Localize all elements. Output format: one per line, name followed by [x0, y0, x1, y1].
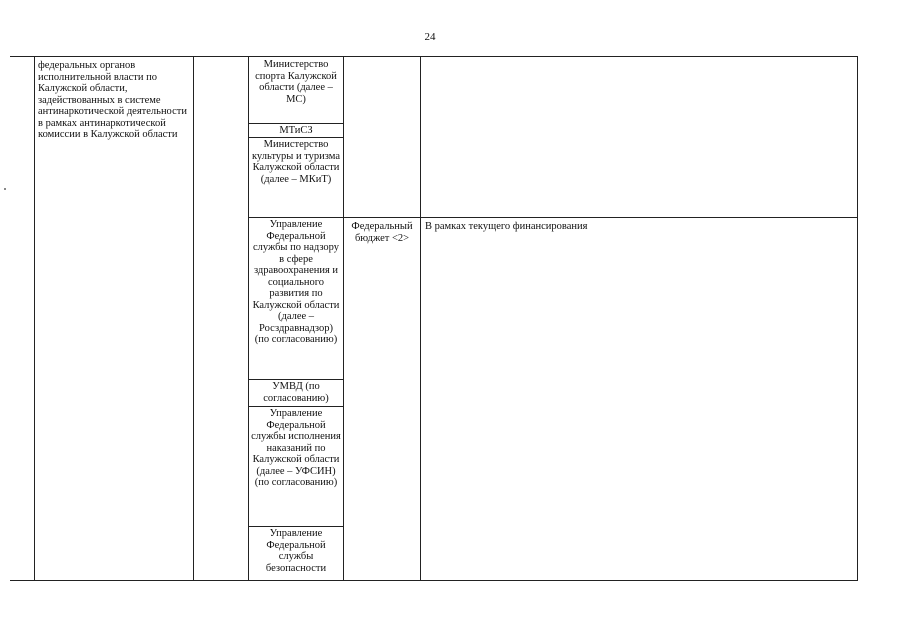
column-divider — [193, 57, 194, 580]
executor-cell-mtisz: МТиСЗ — [279, 125, 313, 136]
executor-cell-roszdravnadzor: Управление Федеральной службы по надзору в сфере здравоохранения и социального развития по Калужской области (далее – Росздравнадзор) (по согласованию) — [252, 219, 340, 345]
executor-cell-ufsin: Управление Федеральной службы исполнения наказаний по Калужской области (далее – УФСИН) (по согласованию) — [251, 408, 341, 488]
column-divider — [34, 57, 35, 580]
row-divider — [343, 217, 857, 218]
column-divider — [420, 57, 421, 580]
executor-cell-fsb: Управление Федеральной службы безопасности — [265, 528, 327, 574]
executor-cell-ms: Министерство спорта Калужской области (далее – МС) — [255, 59, 337, 105]
column-divider — [343, 57, 344, 580]
funding-note-cell: В рамках текущего финансирования — [425, 221, 588, 232]
executor-cell-umvd: УМВД (по согласованию) — [263, 381, 329, 404]
measure-description: федеральных органов исполнительной власти по Калужской области, задействованных в системе антинаркотической деятельности в рамках антинаркотической комиссии в Калужской области — [38, 60, 187, 140]
measures-table — [10, 56, 858, 581]
executor-cell-mkit: Министерство культуры и туризма Калужской области (далее – МКиТ) — [251, 139, 341, 185]
funding-source-cell: Федеральный бюджет <2> — [351, 221, 413, 244]
page-number: 24 — [424, 31, 436, 43]
scan-speck — [4, 188, 6, 190]
